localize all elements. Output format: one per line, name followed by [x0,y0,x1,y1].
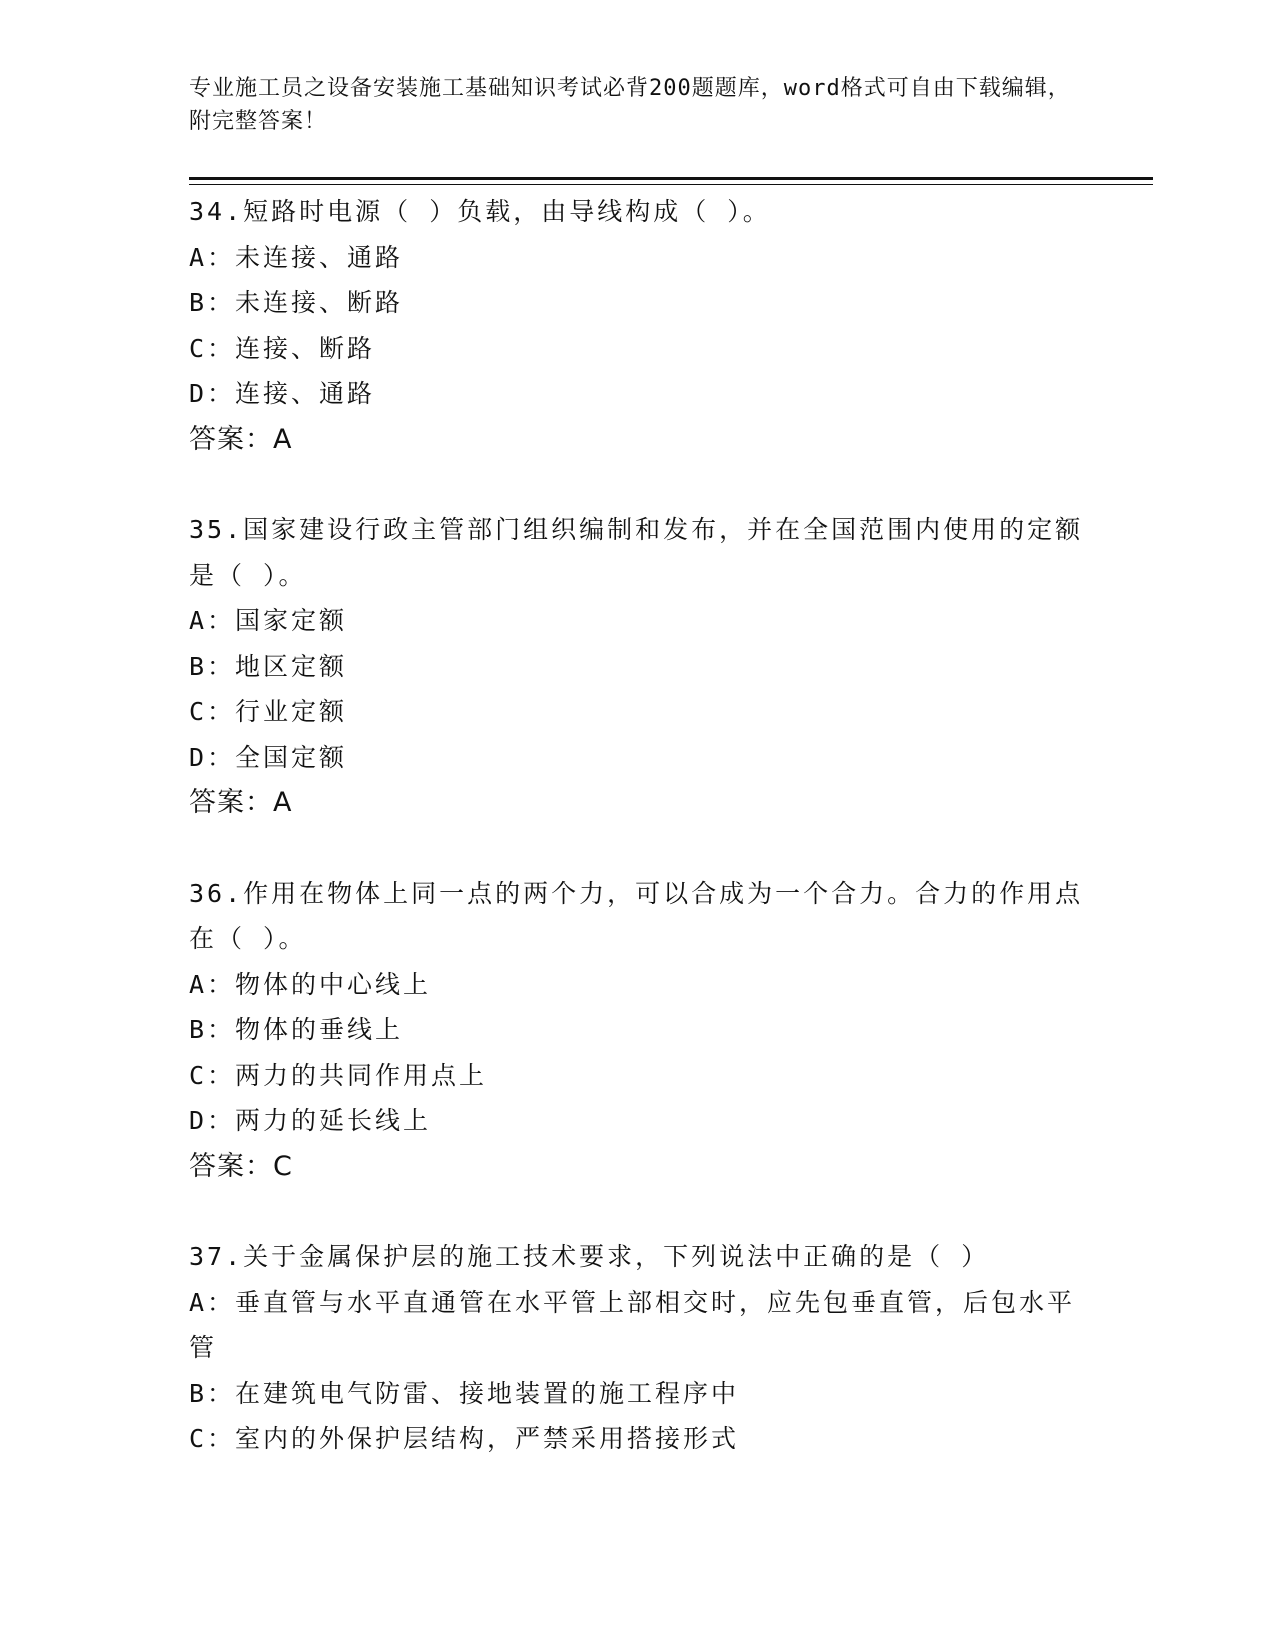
option-b: B：在建筑电气防雷、接地装置的施工程序中 [189,1378,740,1408]
question-text: 36.作用在物体上同一点的两个力，可以合成为一个合力。合力的作用点在（ ）。 [189,878,1084,953]
option-c: C：室内的外保护层结构，严禁采用搭接形式 [189,1424,740,1453]
header-rule-thin [189,184,1153,185]
question-text: 37.关于金属保护层的施工技术要求，下列说法中正确的是（ ） [189,1242,990,1271]
option-d: D：连接、通路 [189,379,376,408]
option-a: A：未连接、通路 [189,242,404,272]
question-35 [189,507,1089,826]
answer-text: 答案：A [189,787,293,818]
document-header-title: 专业施工员之设备安装施工基础知识考试必背200题题库，word格式可自由下载编辑，附完整答案！ [189,76,1071,134]
option-d: D：全国定额 [189,742,348,772]
option-b: B：地区定额 [189,651,348,681]
question-36 [189,871,1089,1190]
option-c: C：连接、断路 [189,333,376,363]
question-text: 34.短路时电源（ ）负载，由导线构成（ ）。 [189,197,771,226]
option-c: C：两力的共同作用点上 [189,1060,488,1090]
question-37 [189,1234,1089,1462]
option-b: B：物体的垂线上 [189,1015,404,1044]
option-a: A：垂直管与水平直通管在水平管上部相交时，应先包垂直管，后包水平管 [189,1287,1076,1362]
question-text: 35.国家建设行政主管部门组织编制和发布，并在全国范围内使用的定额是（ ）。 [189,515,1084,590]
question-34 [189,189,1089,462]
option-d: D：两力的延长线上 [189,1106,432,1135]
answer-text: 答案：A [189,423,293,455]
header-rule-thick [189,177,1153,180]
option-b: B：未连接、断路 [189,288,404,317]
question-list [189,189,1089,1507]
option-a: A：国家定额 [189,606,348,635]
option-a: A：物体的中心线上 [189,969,432,999]
answer-text: 答案：C [189,1150,293,1182]
option-c: C：行业定额 [189,697,348,726]
